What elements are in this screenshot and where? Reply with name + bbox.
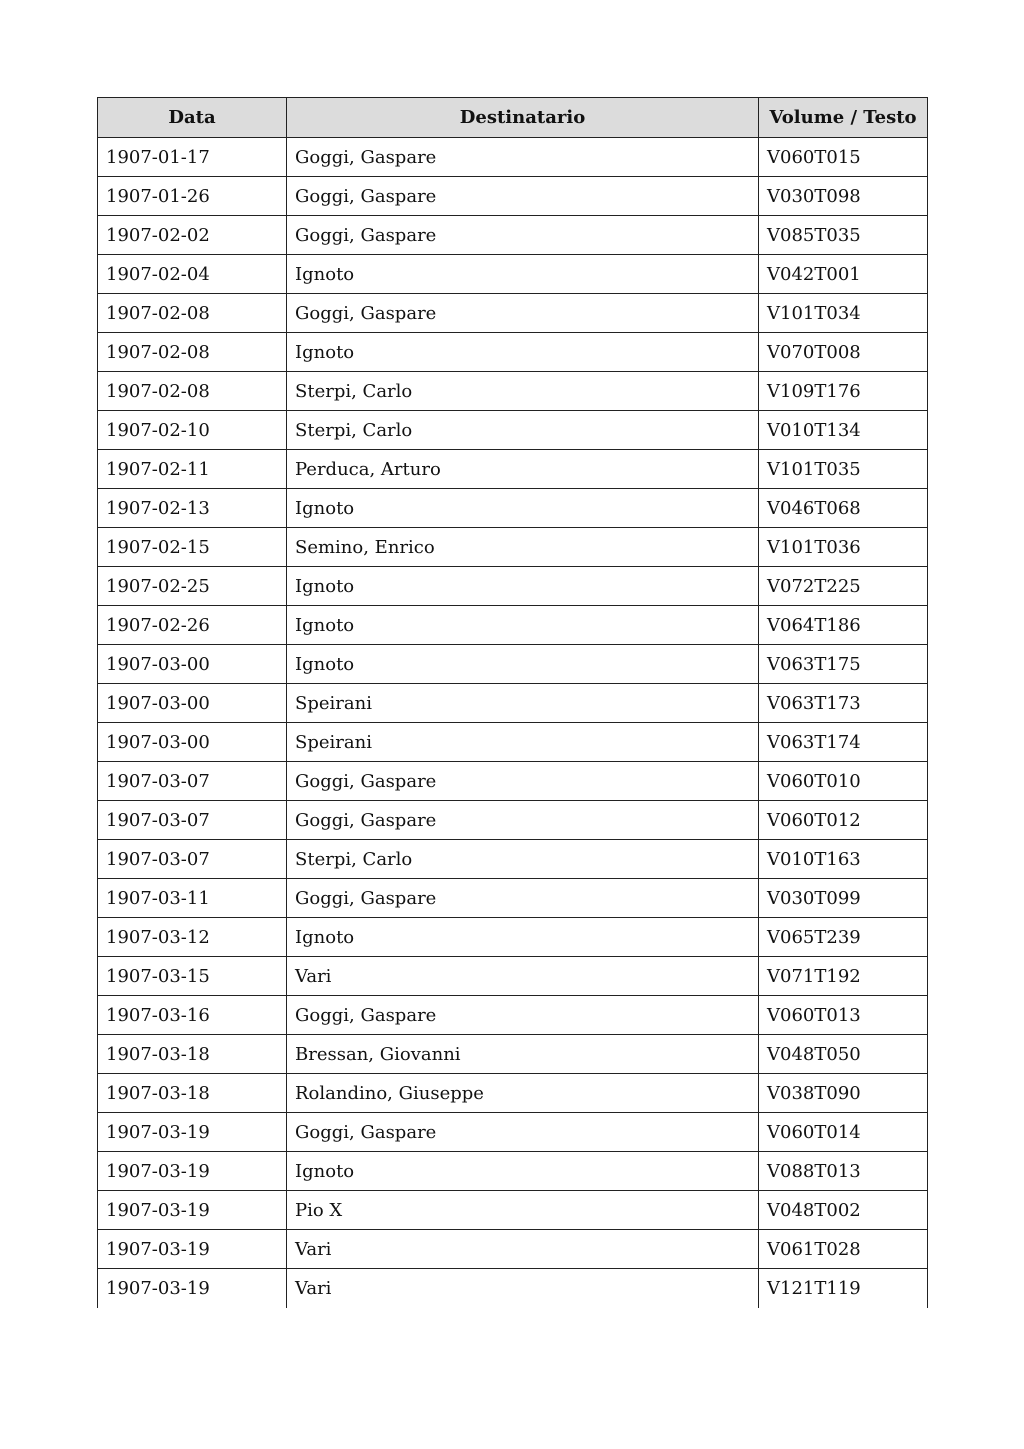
cell-volume: V060T013 [759,996,928,1035]
table-row [98,1230,928,1269]
cell-recipient: Sterpi, Carlo [287,840,759,879]
table-row [98,957,928,996]
cell-volume: V101T034 [759,294,928,333]
table-row [98,1035,928,1074]
table-row [98,528,928,567]
table-row [98,762,928,801]
table-row [98,255,928,294]
cell-recipient: Speirani [287,684,759,723]
cell-date: 1907-03-15 [98,957,287,996]
cell-recipient: Sterpi, Carlo [287,372,759,411]
cell-recipient: Goggi, Gaspare [287,996,759,1035]
cell-date: 1907-01-17 [98,138,287,177]
cell-volume: V085T035 [759,216,928,255]
cell-volume: V048T050 [759,1035,928,1074]
table-row [98,723,928,762]
cell-date: 1907-02-08 [98,294,287,333]
cell-volume: V072T225 [759,567,928,606]
table-row [98,840,928,879]
cell-recipient: Goggi, Gaspare [287,801,759,840]
table-row [98,1269,928,1308]
cell-date: 1907-03-19 [98,1113,287,1152]
cell-volume: V060T010 [759,762,928,801]
cell-date: 1907-03-07 [98,762,287,801]
cell-date: 1907-03-07 [98,840,287,879]
cell-date: 1907-03-07 [98,801,287,840]
cell-date: 1907-03-12 [98,918,287,957]
cell-volume: V061T028 [759,1230,928,1269]
table-row [98,684,928,723]
cell-date: 1907-03-00 [98,684,287,723]
cell-volume: V060T015 [759,138,928,177]
cell-date: 1907-02-15 [98,528,287,567]
cell-volume: V060T012 [759,801,928,840]
cell-volume: V109T176 [759,372,928,411]
cell-date: 1907-02-26 [98,606,287,645]
cell-recipient: Goggi, Gaspare [287,879,759,918]
cell-volume: V030T098 [759,177,928,216]
table-row [98,177,928,216]
cell-volume: V063T175 [759,645,928,684]
cell-date: 1907-03-16 [98,996,287,1035]
cell-date: 1907-02-08 [98,372,287,411]
cell-recipient: Speirani [287,723,759,762]
cell-date: 1907-03-00 [98,645,287,684]
cell-recipient: Ignoto [287,333,759,372]
table-row [98,411,928,450]
cell-volume: V063T173 [759,684,928,723]
table-row [98,294,928,333]
table-row [98,996,928,1035]
cell-volume: V121T119 [759,1269,928,1308]
cell-recipient: Vari [287,957,759,996]
cell-date: 1907-03-19 [98,1191,287,1230]
column-header-recipient: Destinatario [287,98,759,138]
cell-volume: V048T002 [759,1191,928,1230]
cell-recipient: Ignoto [287,567,759,606]
cell-recipient: Goggi, Gaspare [287,216,759,255]
cell-volume: V030T099 [759,879,928,918]
table-row [98,489,928,528]
cell-recipient: Vari [287,1269,759,1308]
cell-recipient: Ignoto [287,255,759,294]
cell-recipient: Ignoto [287,1152,759,1191]
table-row [98,450,928,489]
cell-recipient: Bressan, Giovanni [287,1035,759,1074]
table-row [98,1074,928,1113]
cell-recipient: Vari [287,1230,759,1269]
cell-date: 1907-03-18 [98,1074,287,1113]
table-row [98,333,928,372]
table-row [98,372,928,411]
cell-recipient: Goggi, Gaspare [287,138,759,177]
table-row [98,879,928,918]
table-row [98,1113,928,1152]
cell-recipient: Goggi, Gaspare [287,294,759,333]
cell-volume: V101T036 [759,528,928,567]
cell-volume: V038T090 [759,1074,928,1113]
cell-recipient: Sterpi, Carlo [287,411,759,450]
table-row [98,1152,928,1191]
letters-table [97,97,928,1308]
cell-recipient: Goggi, Gaspare [287,1113,759,1152]
cell-date: 1907-03-19 [98,1152,287,1191]
table-row [98,1191,928,1230]
cell-recipient: Perduca, Arturo [287,450,759,489]
cell-date: 1907-02-04 [98,255,287,294]
cell-date: 1907-03-19 [98,1230,287,1269]
cell-date: 1907-02-13 [98,489,287,528]
cell-recipient: Goggi, Gaspare [287,762,759,801]
table-row [98,216,928,255]
cell-date: 1907-03-11 [98,879,287,918]
cell-volume: V042T001 [759,255,928,294]
cell-recipient: Goggi, Gaspare [287,177,759,216]
table-row [98,801,928,840]
cell-volume: V064T186 [759,606,928,645]
cell-date: 1907-02-02 [98,216,287,255]
cell-date: 1907-02-08 [98,333,287,372]
cell-volume: V101T035 [759,450,928,489]
cell-volume: V060T014 [759,1113,928,1152]
cell-volume: V046T068 [759,489,928,528]
table-header-row [98,98,928,138]
cell-volume: V010T163 [759,840,928,879]
table-body [98,138,928,1308]
cell-volume: V010T134 [759,411,928,450]
cell-recipient: Ignoto [287,489,759,528]
column-header-date: Data [98,98,287,138]
cell-recipient: Rolandino, Giuseppe [287,1074,759,1113]
cell-recipient: Ignoto [287,918,759,957]
cell-date: 1907-01-26 [98,177,287,216]
cell-date: 1907-03-18 [98,1035,287,1074]
cell-recipient: Ignoto [287,606,759,645]
cell-date: 1907-03-19 [98,1269,287,1308]
cell-volume: V070T008 [759,333,928,372]
cell-volume: V071T192 [759,957,928,996]
table-row [98,138,928,177]
cell-volume: V063T174 [759,723,928,762]
cell-date: 1907-03-00 [98,723,287,762]
table-row [98,645,928,684]
cell-recipient: Pio X [287,1191,759,1230]
cell-recipient: Ignoto [287,645,759,684]
cell-date: 1907-02-11 [98,450,287,489]
cell-recipient: Semino, Enrico [287,528,759,567]
table-row [98,567,928,606]
cell-date: 1907-02-10 [98,411,287,450]
column-header-volume: Volume / Testo [759,98,928,138]
cell-volume: V065T239 [759,918,928,957]
cell-volume: V088T013 [759,1152,928,1191]
table-row [98,918,928,957]
cell-date: 1907-02-25 [98,567,287,606]
table-row [98,606,928,645]
